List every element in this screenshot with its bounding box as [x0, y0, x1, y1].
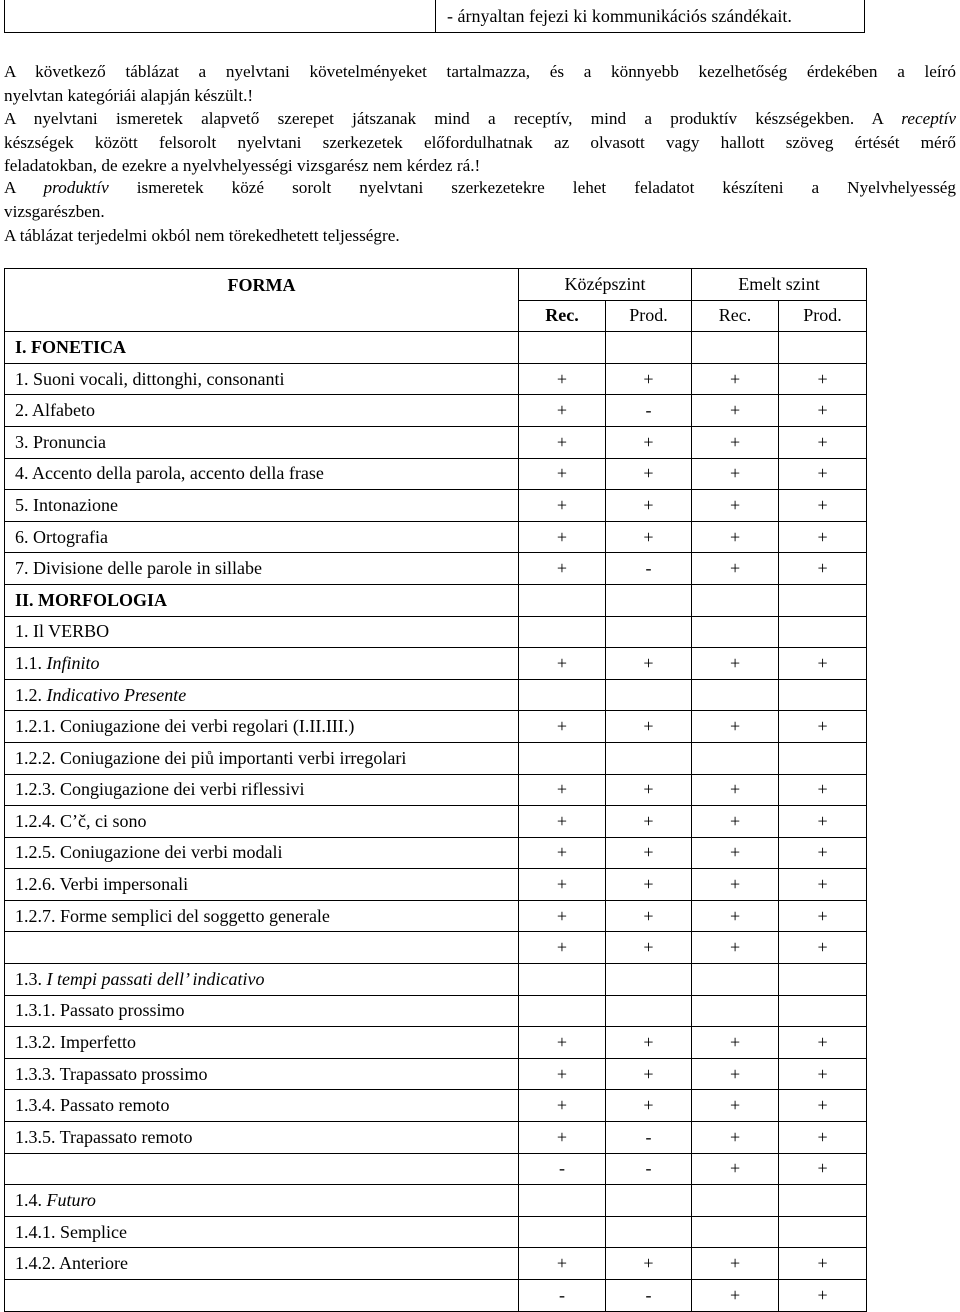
table-row: [5, 1185, 867, 1217]
cell-emelt-prod: +: [779, 774, 867, 806]
cell-kozep-prod: +: [606, 1090, 692, 1122]
cell-emelt-prod: +: [779, 711, 867, 743]
table-row: [5, 1280, 867, 1312]
row-label: [5, 869, 519, 901]
cell-emelt-prod: +: [779, 363, 867, 395]
cell-emelt-rec: +: [692, 774, 779, 806]
cell-kozep-rec: -: [519, 1153, 606, 1185]
table-row: [5, 553, 867, 585]
row-label-text: 1.3.4. Passato remoto: [15, 1095, 170, 1116]
row-label-text: 1.2.3. Congiugazione dei verbi riflessivi: [15, 779, 305, 800]
row-label-text: 1.3.: [15, 968, 47, 989]
cell-emelt-prod: [779, 1185, 867, 1217]
row-label: [5, 363, 519, 395]
cell-kozep-prod: +: [606, 363, 692, 395]
table-header-row-1: [5, 269, 867, 301]
cell-kozep-rec: [519, 332, 606, 364]
cell-kozep-rec: [519, 742, 606, 774]
row-label: [5, 995, 519, 1027]
sub-header-rec-emelt: Rec.: [692, 300, 779, 332]
row-label-text: 1.3.5. Trapassato remoto: [15, 1126, 193, 1147]
row-label: [5, 1280, 519, 1312]
cell-kozep-rec: +: [519, 900, 606, 932]
top-note-divider: [435, 0, 436, 32]
cell-emelt-rec: +: [692, 837, 779, 869]
row-label-italic: Indicativo Presente: [46, 684, 187, 705]
intro-p4-italic: produktív: [43, 178, 109, 197]
intro-paragraph-4: [4, 176, 956, 223]
table-row: [5, 900, 867, 932]
table-row: [5, 1058, 867, 1090]
cell-kozep-prod: -: [606, 1280, 692, 1312]
cell-emelt-rec: +: [692, 426, 779, 458]
cell-kozep-prod: +: [606, 521, 692, 553]
cell-kozep-prod: +: [606, 458, 692, 490]
row-label-text: 3. Pronuncia: [15, 431, 106, 452]
cell-kozep-prod: [606, 679, 692, 711]
row-label: [5, 332, 519, 364]
table-row: [5, 521, 867, 553]
row-label-text: II. MORFOLOGIA: [15, 589, 168, 610]
cell-emelt-prod: +: [779, 553, 867, 585]
row-label: [5, 521, 519, 553]
row-label: [5, 584, 519, 616]
cell-emelt-prod: +: [779, 1248, 867, 1280]
row-label-text: 6. Ortografia: [15, 526, 108, 547]
intro-p1-line2: nyelvtan kategóriái alapján készült.!: [4, 85, 254, 105]
cell-kozep-rec: +: [519, 648, 606, 680]
intro-p3-line2: készségek között felsorolt nyelvtani szerkezetek előfordulhatnak az olvasott vagy hallott szöveg értését mérő: [4, 132, 956, 152]
sub-header-prod-kozep: Prod.: [606, 300, 692, 332]
cell-emelt-prod: +: [779, 648, 867, 680]
row-label-text: 1.4.: [15, 1190, 47, 1211]
table-row: [5, 395, 867, 427]
cell-emelt-rec: +: [692, 363, 779, 395]
intro-p2-text: A nyelvtani ismeretek alapvető szerepet játszanak mind a receptív, mind a produktív készségekben.: [4, 109, 855, 128]
row-label-text: 1.2.5. Coniugazione dei verbi modali: [15, 842, 283, 863]
table-row: [5, 711, 867, 743]
row-label-text: 5. Intonazione: [15, 494, 118, 515]
intro-p3-line1: [4, 107, 956, 131]
top-note-box: [4, 0, 865, 33]
cell-kozep-rec: +: [519, 490, 606, 522]
row-label-text: 1.3.2. Imperfetto: [15, 1032, 136, 1053]
cell-emelt-rec: +: [692, 711, 779, 743]
row-label: [5, 1216, 519, 1248]
cell-kozep-rec: +: [519, 363, 606, 395]
cell-emelt-prod: +: [779, 490, 867, 522]
cell-emelt-rec: [692, 616, 779, 648]
cell-emelt-prod: [779, 1216, 867, 1248]
row-label: [5, 1122, 519, 1154]
row-label: [5, 679, 519, 711]
row-label: [5, 742, 519, 774]
cell-emelt-rec: +: [692, 395, 779, 427]
cell-emelt-rec: +: [692, 490, 779, 522]
table-row: [5, 1248, 867, 1280]
table-row: [5, 584, 867, 616]
kozepszint-header: Középszint: [519, 269, 692, 301]
table-row: [5, 932, 867, 964]
table-row: [5, 774, 867, 806]
table-row: [5, 363, 867, 395]
cell-kozep-rec: +: [519, 932, 606, 964]
sub-header-rec-kozep: Rec.: [519, 300, 606, 332]
grammar-table-body: [5, 269, 867, 1312]
row-label: [5, 616, 519, 648]
row-label: [5, 932, 519, 964]
cell-kozep-rec: +: [519, 1058, 606, 1090]
cell-emelt-prod: +: [779, 1280, 867, 1312]
intro-p4-lead: A: [4, 178, 44, 197]
cell-kozep-prod: -: [606, 1122, 692, 1154]
cell-kozep-prod: [606, 1216, 692, 1248]
row-label-text: 1.2.4. C’č, ci sono: [15, 810, 147, 831]
cell-emelt-rec: +: [692, 806, 779, 838]
row-label-text: 1.4.2. Anteriore: [15, 1253, 128, 1274]
table-row: [5, 1122, 867, 1154]
table-row: [5, 332, 867, 364]
row-label: [5, 1185, 519, 1217]
table-row: [5, 1216, 867, 1248]
cell-kozep-prod: +: [606, 774, 692, 806]
cell-emelt-rec: [692, 679, 779, 711]
row-label-text: 1.2.7. Forme semplici del soggetto generale: [15, 905, 330, 926]
cell-emelt-prod: +: [779, 458, 867, 490]
row-label-italic: Futuro: [46, 1190, 96, 1211]
cell-kozep-rec: [519, 679, 606, 711]
row-label-text: 2. Alfabeto: [15, 400, 95, 421]
cell-emelt-rec: +: [692, 648, 779, 680]
cell-emelt-prod: [779, 995, 867, 1027]
cell-kozep-prod: +: [606, 1058, 692, 1090]
cell-kozep-rec: +: [519, 1027, 606, 1059]
cell-kozep-prod: +: [606, 426, 692, 458]
row-label-text: 1.2.2. Coniugazione dei piů importanti verbi irregolari: [15, 747, 407, 768]
table-row: [5, 995, 867, 1027]
cell-emelt-rec: +: [692, 869, 779, 901]
cell-emelt-prod: [779, 679, 867, 711]
cell-kozep-prod: +: [606, 711, 692, 743]
cell-emelt-rec: +: [692, 1153, 779, 1185]
row-label-italic: I tempi passati dell’ indicativo: [46, 968, 265, 989]
cell-kozep-prod: +: [606, 932, 692, 964]
cell-emelt-prod: [779, 332, 867, 364]
cell-kozep-prod: [606, 584, 692, 616]
cell-emelt-rec: [692, 1216, 779, 1248]
cell-kozep-rec: [519, 995, 606, 1027]
cell-kozep-prod: [606, 616, 692, 648]
table-row: [5, 1027, 867, 1059]
top-note-text: - árnyaltan fejezi ki kommunikációs szándékait.: [447, 6, 792, 26]
intro-p1-line1: A következő táblázat a nyelvtani követelményeket tartalmazza, és a könnyebb kezelhetőség érdekében a leíró: [4, 62, 956, 81]
cell-kozep-prod: +: [606, 490, 692, 522]
forma-header: FORMA: [5, 269, 519, 332]
cell-emelt-rec: [692, 995, 779, 1027]
row-label-text: 1.1.: [15, 652, 47, 673]
row-label: [5, 1027, 519, 1059]
cell-emelt-prod: [779, 742, 867, 774]
row-label-text: 1.3.1. Passato prossimo: [15, 1000, 185, 1021]
cell-emelt-rec: +: [692, 1122, 779, 1154]
table-row: [5, 679, 867, 711]
row-label: [5, 964, 519, 996]
row-label-text: 1.2.6. Verbi impersonali: [15, 874, 189, 895]
cell-emelt-prod: +: [779, 1090, 867, 1122]
table-row: [5, 426, 867, 458]
table-row: [5, 964, 867, 996]
row-label: [5, 458, 519, 490]
row-label-text: 1. Suoni vocali, dittonghi, consonanti: [15, 368, 285, 389]
table-row: [5, 1153, 867, 1185]
cell-emelt-rec: +: [692, 932, 779, 964]
cell-kozep-prod: [606, 332, 692, 364]
cell-emelt-rec: [692, 584, 779, 616]
table-row: [5, 742, 867, 774]
intro-p3-lead: A: [871, 109, 902, 128]
cell-kozep-prod: [606, 995, 692, 1027]
cell-kozep-rec: +: [519, 774, 606, 806]
cell-emelt-prod: +: [779, 869, 867, 901]
row-label: [5, 1248, 519, 1280]
cell-emelt-prod: +: [779, 900, 867, 932]
cell-kozep-prod: +: [606, 806, 692, 838]
cell-kozep-rec: +: [519, 837, 606, 869]
cell-kozep-rec: +: [519, 458, 606, 490]
cell-kozep-rec: +: [519, 521, 606, 553]
cell-kozep-prod: +: [606, 1027, 692, 1059]
cell-emelt-prod: +: [779, 1122, 867, 1154]
row-label: [5, 395, 519, 427]
row-label-text: I. FONETICA: [15, 336, 127, 357]
intro-paragraph-3: [4, 107, 956, 178]
table-row: [5, 648, 867, 680]
cell-kozep-rec: +: [519, 1090, 606, 1122]
table-row: [5, 458, 867, 490]
cell-kozep-rec: +: [519, 806, 606, 838]
cell-kozep-rec: +: [519, 711, 606, 743]
intro-p4-line2: vizsgarészben.: [4, 201, 105, 221]
cell-emelt-prod: [779, 584, 867, 616]
row-label: [5, 553, 519, 585]
cell-emelt-prod: [779, 964, 867, 996]
row-label-text: 1.2.: [15, 684, 47, 705]
intro-paragraph-5: [4, 224, 956, 248]
row-label: [5, 774, 519, 806]
cell-kozep-rec: +: [519, 395, 606, 427]
table-row: [5, 869, 867, 901]
intro-p5-line1: A táblázat terjedelmi okból nem törekedhetett teljességre.: [4, 226, 400, 245]
row-label: [5, 711, 519, 743]
cell-emelt-rec: [692, 964, 779, 996]
emelt-szint-header: Emelt szint: [692, 269, 867, 301]
cell-emelt-prod: +: [779, 932, 867, 964]
cell-kozep-rec: [519, 964, 606, 996]
intro-p3-italic: receptív: [901, 109, 956, 128]
table-row: [5, 806, 867, 838]
cell-emelt-rec: +: [692, 900, 779, 932]
table-row: [5, 616, 867, 648]
cell-kozep-prod: [606, 1185, 692, 1217]
cell-kozep-rec: [519, 616, 606, 648]
row-label: [5, 900, 519, 932]
cell-kozep-prod: +: [606, 869, 692, 901]
cell-emelt-prod: +: [779, 1027, 867, 1059]
cell-emelt-prod: [779, 616, 867, 648]
row-label-text: 1.3.3. Trapassato prossimo: [15, 1063, 208, 1084]
row-label: [5, 806, 519, 838]
cell-emelt-rec: [692, 742, 779, 774]
cell-kozep-prod: +: [606, 900, 692, 932]
cell-kozep-rec: [519, 1216, 606, 1248]
cell-emelt-rec: +: [692, 1027, 779, 1059]
cell-kozep-prod: +: [606, 1248, 692, 1280]
cell-kozep-rec: +: [519, 426, 606, 458]
cell-kozep-prod: -: [606, 553, 692, 585]
cell-emelt-prod: +: [779, 837, 867, 869]
cell-emelt-rec: +: [692, 1248, 779, 1280]
row-label-text: 1.2.1. Coniugazione dei verbi regolari (I.II.III.): [15, 716, 355, 737]
cell-emelt-rec: [692, 332, 779, 364]
cell-kozep-rec: [519, 584, 606, 616]
cell-kozep-rec: +: [519, 869, 606, 901]
row-label-italic: Infinito: [46, 652, 100, 673]
cell-kozep-prod: +: [606, 837, 692, 869]
cell-kozep-rec: +: [519, 553, 606, 585]
cell-emelt-prod: +: [779, 521, 867, 553]
cell-emelt-rec: +: [692, 1090, 779, 1122]
row-label: [5, 490, 519, 522]
row-label: [5, 648, 519, 680]
cell-emelt-prod: +: [779, 1058, 867, 1090]
row-label: [5, 1090, 519, 1122]
sub-header-prod-emelt: Prod.: [779, 300, 867, 332]
cell-emelt-rec: [692, 1185, 779, 1217]
cell-emelt-prod: +: [779, 1153, 867, 1185]
intro-p4-line1: [4, 176, 956, 200]
table-row: [5, 1090, 867, 1122]
cell-kozep-prod: [606, 742, 692, 774]
row-label-text: 7. Divisione delle parole in sillabe: [15, 558, 262, 579]
cell-kozep-rec: -: [519, 1280, 606, 1312]
grammar-table: [4, 268, 867, 1312]
cell-emelt-prod: +: [779, 395, 867, 427]
cell-kozep-prod: +: [606, 648, 692, 680]
row-label: [5, 837, 519, 869]
cell-emelt-rec: +: [692, 458, 779, 490]
intro-p3-line3: feladatokban, de ezekre a nyelvhelyességi vizsgarész nem kérdez rá.!: [4, 156, 481, 175]
cell-kozep-rec: +: [519, 1122, 606, 1154]
row-label-text: 4. Accento della parola, accento della frase: [15, 463, 324, 484]
cell-kozep-prod: [606, 964, 692, 996]
table-row: [5, 490, 867, 522]
intro-p4-rest: ismeretek közé sorolt nyelvtani szerkezetekre lehet feladatot készíteni a Nyelvhelyesség: [108, 178, 956, 197]
row-label: [5, 1153, 519, 1185]
cell-emelt-prod: +: [779, 426, 867, 458]
table-row: [5, 837, 867, 869]
row-label-text: 1.4.1. Semplice: [15, 1221, 127, 1242]
cell-emelt-rec: +: [692, 1058, 779, 1090]
row-label-text: 1. Il VERBO: [15, 621, 110, 642]
cell-emelt-rec: +: [692, 521, 779, 553]
cell-emelt-rec: +: [692, 1280, 779, 1312]
cell-emelt-rec: +: [692, 553, 779, 585]
row-label: [5, 426, 519, 458]
intro-paragraph-1: [4, 60, 956, 107]
cell-kozep-rec: +: [519, 1248, 606, 1280]
cell-kozep-rec: [519, 1185, 606, 1217]
cell-kozep-prod: -: [606, 395, 692, 427]
row-label: [5, 1058, 519, 1090]
cell-emelt-prod: +: [779, 806, 867, 838]
cell-kozep-prod: -: [606, 1153, 692, 1185]
